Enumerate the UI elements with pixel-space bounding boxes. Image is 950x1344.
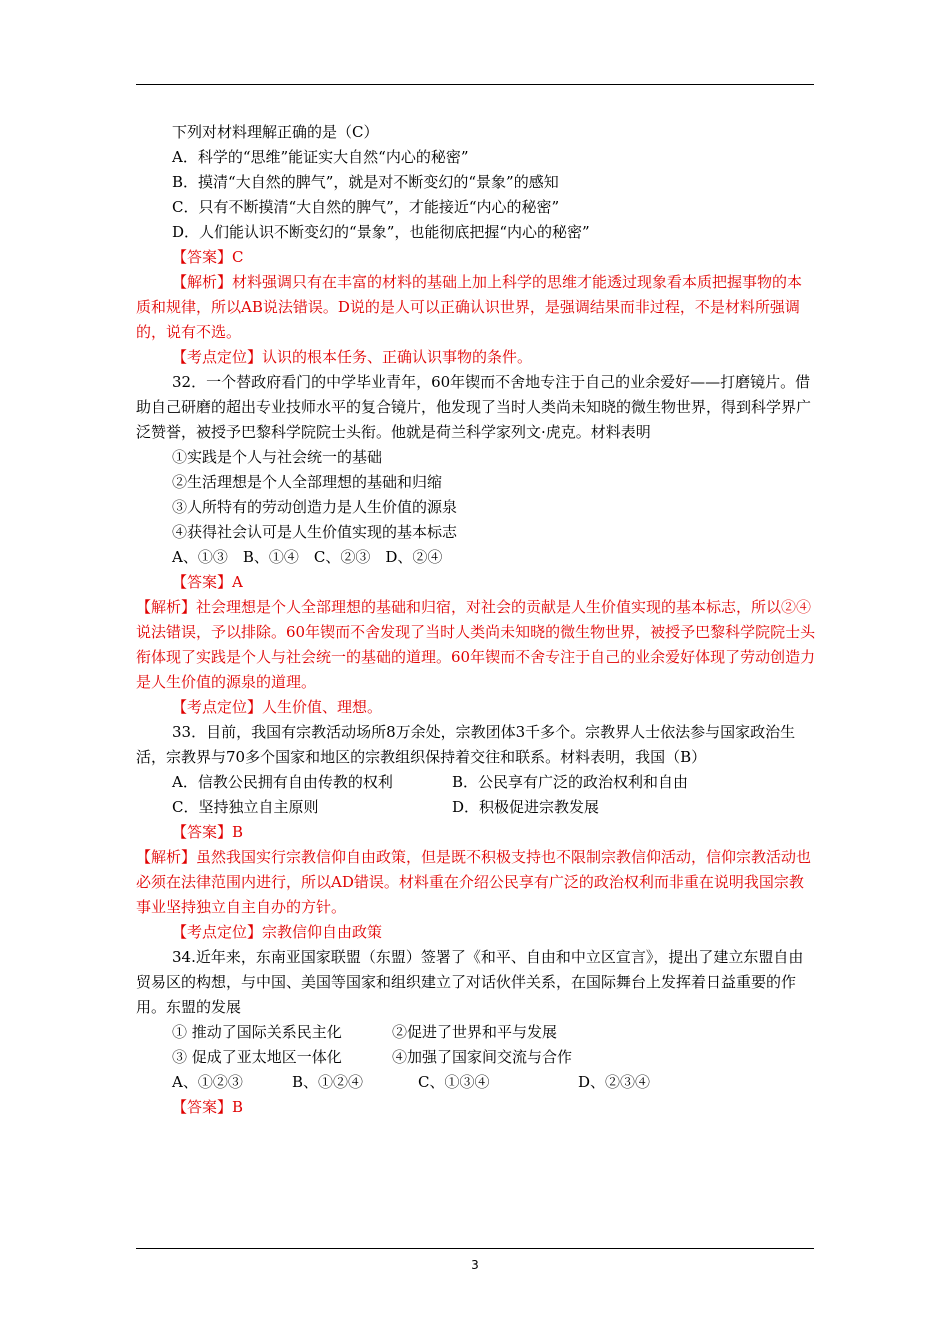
q34-choice-a: A、①②③ bbox=[172, 1073, 243, 1091]
q33-stem: 33．目前，我国有宗教活动场所8万余处，宗教团体3千多个。宗教界人士依法参与国家政治生活，宗教界与70多个国家和地区的宗教组织保持着交往和联系。材料表明，我国（B） bbox=[136, 723, 796, 766]
q34-choice-d: D、②③④ bbox=[578, 1073, 651, 1091]
q32-stem: 32．一个替政府看门的中学毕业青年，60年锲而不舍地专注于自己的业余爱好——打磨镜片。借助自己研磨的超出专业技师水平的复合镜片，他发现了当时人类尚未知晓的微生物世界，得到科学界广泛赞誉，被授予巴黎科学院院士头衔。他就是荷兰科学家列文·虎克。材料表明 bbox=[136, 373, 812, 441]
q34-item-3: ③ 促成了亚太地区一体化 bbox=[172, 1048, 342, 1066]
q32-item-3: ③人所特有的劳动创造力是人生价值的源泉 bbox=[172, 498, 458, 516]
q32-item-2: ②生活理想是个人全部理想的基础和归缩 bbox=[172, 473, 443, 491]
q32-analysis: 【解析】社会理想是个人全部理想的基础和归宿，对社会的贡献是人生价值实现的基本标志，所以②④说法错误，予以排除。60年锲而不舍发现了当时人类尚未知晓的微生物世界，被授予巴黎科学院院士头衔体现了实践是个人与社会统一的基础的道理。60年锲而不舍专注于自己的业余爱好体现了劳动创造力是人生价值的源泉的道理。 bbox=[136, 598, 816, 691]
q34-answer: 【答案】B bbox=[172, 1098, 244, 1116]
q32-point: 【考点定位】人生价值、理想。 bbox=[172, 698, 383, 716]
q32-answer: 【答案】A bbox=[172, 573, 243, 591]
q33-analysis: 【解析】虽然我国实行宗教信仰自由政策，但是既不积极支持也不限制宗教信仰活动，信仰宗教活动也必须在法律范围内进行，所以AD错误。材料重在介绍公民享有广泛的政治权利而非重在说明我国宗教事业坚持独立自主自办的方针。 bbox=[136, 848, 812, 916]
q32-item-1: ①实践是个人与社会统一的基础 bbox=[172, 448, 383, 466]
header-rule bbox=[136, 84, 814, 85]
q31-option-b: B．摸清“大自然的脾气”，就是对不断变幻的“景象”的感知 bbox=[172, 173, 559, 191]
q33-options-row-2 bbox=[136, 795, 816, 820]
q34-choice-b: B、①②④ bbox=[292, 1073, 364, 1091]
q32-choices: A、①③ B、①④ C、②③ D、②④ bbox=[172, 548, 443, 566]
q31-answer: 【答案】C bbox=[172, 248, 244, 266]
q33-option-c: C．坚持独立自主原则 bbox=[172, 798, 319, 816]
page-number: 3 bbox=[471, 1258, 479, 1272]
q33-answer: 【答案】B bbox=[172, 823, 244, 841]
footer-rule bbox=[136, 1248, 814, 1249]
q31-option-c: C．只有不断摸清“大自然的脾气”，才能接近“内心的秘密” bbox=[172, 198, 560, 216]
page-content bbox=[136, 120, 816, 1120]
q34-item-4: ④加强了国家间交流与合作 bbox=[392, 1048, 573, 1066]
q31-option-d: D．人们能认识不断变幻的“景象”，也能彻底把握“内心的秘密” bbox=[172, 223, 590, 241]
q31-point-text: 【考点定位】认识的根本任务、正确认识事物的条件。 bbox=[172, 348, 533, 366]
q34-item-1: ① 推动了国际关系民主化 bbox=[172, 1023, 342, 1041]
q31-stem: 下列对材料理解正确的是（C） bbox=[172, 123, 379, 141]
q31-point bbox=[136, 345, 816, 370]
q34-item-2: ②促进了世界和平与发展 bbox=[392, 1023, 558, 1041]
q34-items-row-1 bbox=[136, 1020, 816, 1045]
q34-items-row-2 bbox=[136, 1045, 816, 1070]
q31-analysis: 【解析】材料强调只有在丰富的材料的基础上加上科学的思维才能透过现象看本质把握事物的本质和规律，所以AB说法错误。D说的是人可以正确认识世界，是强调结果而非过程，不是材料所强调的，说有不选。 bbox=[136, 273, 803, 341]
q34-stem: 34.近年来，东南亚国家联盟（东盟）签署了《和平、自由和中立区宣言》，提出了建立东盟自由贸易区的构想，与中国、美国等国家和组织建立了对话伙伴关系，在国际舞台上发挥着日益重要的作用。东盟的发展 bbox=[136, 948, 804, 1016]
q32-item-4: ④获得社会认可是人生价值实现的基本标志 bbox=[172, 523, 458, 541]
q33-option-b: B．公民享有广泛的政治权利和自由 bbox=[452, 773, 689, 791]
q31-option-a: A．科学的“思维”能证实大自然“内心的秘密” bbox=[172, 148, 469, 166]
q33-point: 【考点定位】宗教信仰自由政策 bbox=[172, 923, 383, 941]
q33-option-a: A．信教公民拥有自由传教的权利 bbox=[172, 773, 393, 791]
q33-options-row-1 bbox=[136, 770, 816, 795]
q34-choice-c: C、①③④ bbox=[418, 1073, 490, 1091]
q34-choices bbox=[136, 1070, 816, 1095]
q33-option-d: D．积极促进宗教发展 bbox=[452, 798, 600, 816]
